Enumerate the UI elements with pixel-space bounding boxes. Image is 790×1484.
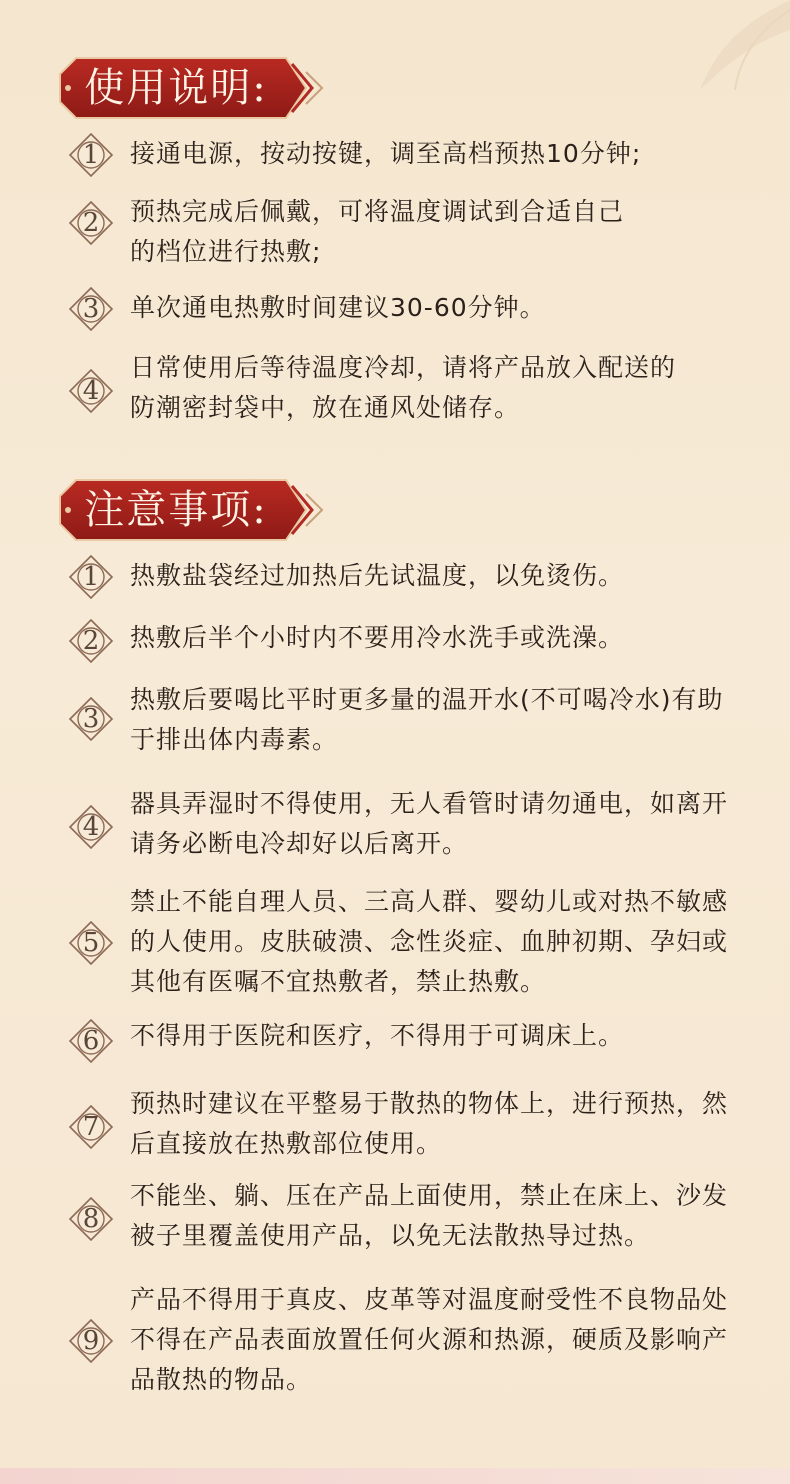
number-badge-icon: 2	[68, 200, 114, 246]
notes-item-text: 禁止不能自理人员、三高人群、婴幼儿或对热不敏感 的人使用。皮肤破溃、念性炎症、血肿初期、孕妇或 其他有医嘱不宜热敷者，禁止热敷。	[130, 887, 729, 996]
usage-item-text: 接通电源，按动按键，调至高档预热10分钟;	[130, 139, 642, 168]
notes-item-text: 预热时建议在平整易于散热的物体上，进行预热，然 后直接放在热敷部位使用。	[130, 1089, 729, 1158]
usage-item-text: 预热完成后佩戴，可将温度调试到合适自己 的档位进行热敷;	[130, 197, 625, 266]
number-badge-icon: 9	[68, 1318, 114, 1364]
notes-item-text: 产品不得用于真皮、皮革等对温度耐受性不良物品处 不得在产品表面放置任何火源和热源，硬质及影响产 品散热的物品。	[130, 1285, 729, 1394]
notes-item-text: 热敷后要喝比平时更多量的温开水(不可喝冷水)有助 于排出体内毒素。	[130, 685, 724, 754]
number-badge-icon: 6	[68, 1018, 114, 1064]
bottom-strip	[0, 1468, 790, 1484]
number-badge-icon: 7	[68, 1104, 114, 1150]
notes-item-text: 热敷盐袋经过加热后先试温度，以免烫伤。	[130, 561, 625, 590]
notes-title: 注意事项:	[84, 487, 268, 533]
notes-item-text: 不得用于医院和医疗，不得用于可调床上。	[130, 1021, 625, 1050]
number-badge-icon: 4	[68, 804, 114, 850]
number-badge-icon: 5	[68, 920, 114, 966]
usage-banner	[56, 54, 330, 122]
number-badge-icon: 8	[68, 1196, 114, 1242]
notes-item-text: 热敷后半个小时内不要用冷水洗手或洗澡。	[130, 623, 625, 652]
number-badge-icon: 1	[68, 554, 114, 600]
notes-item-text: 不能坐、躺、压在产品上面使用，禁止在床上、沙发 被子里覆盖使用产品，以免无法散热导过热。	[130, 1181, 729, 1250]
number-badge-icon: 1	[68, 132, 114, 178]
usage-item-text: 日常使用后等待温度冷却，请将产品放入配送的 防潮密封袋中，放在通风处储存。	[130, 353, 677, 422]
number-badge-icon: 2	[68, 618, 114, 664]
usage-title: 使用说明:	[84, 65, 268, 111]
notes-banner	[56, 476, 330, 544]
notes-item-text: 器具弄湿时不得使用，无人看管时请勿通电，如离开 请务必断电冷却好以后离开。	[130, 789, 729, 858]
number-badge-icon: 3	[68, 696, 114, 742]
number-badge-icon: 4	[68, 368, 114, 414]
number-badge-icon: 3	[68, 286, 114, 332]
leaf-decoration	[640, 0, 790, 90]
usage-item-text: 单次通电热敷时间建议30-60分钟。	[130, 293, 546, 322]
